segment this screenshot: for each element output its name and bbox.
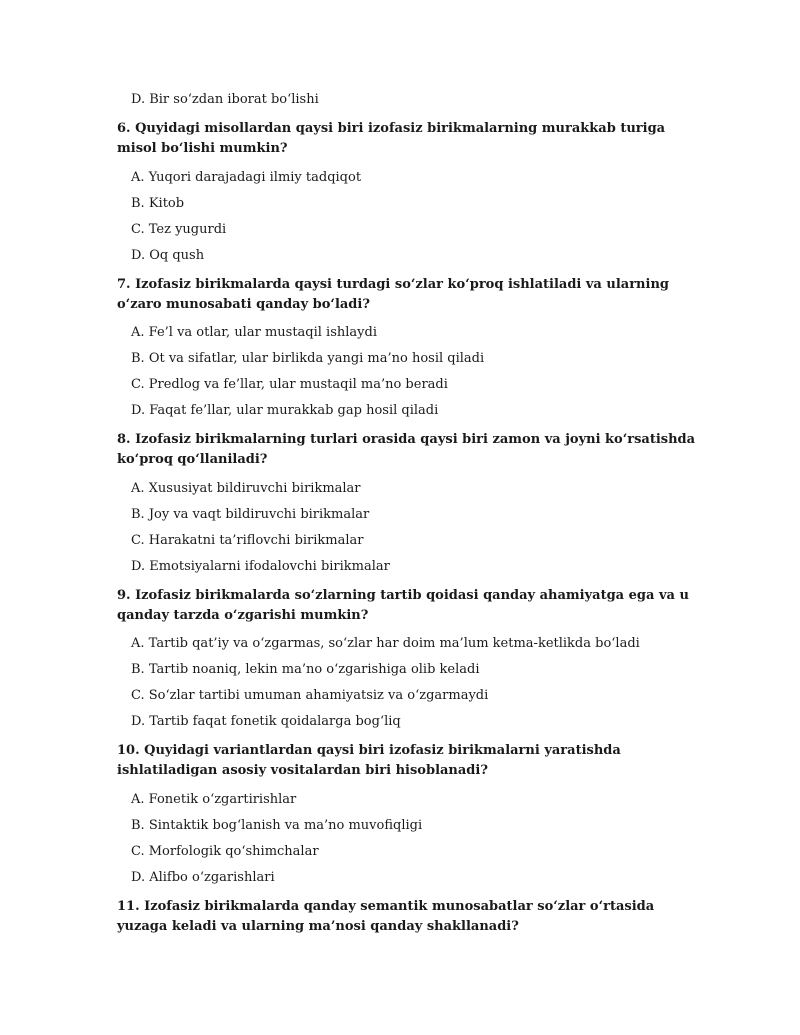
option-6-d: D. Oq qush bbox=[131, 248, 205, 263]
option-6-a: A. Yuqori darajadagi ilmiy tadqiqot bbox=[131, 170, 362, 185]
option-8-d: D. Emotsiyalarni ifodalovchi birikmalar bbox=[131, 559, 390, 574]
option-8-a: A. Xususiyat bildiruvchi birikmalar bbox=[131, 481, 361, 496]
option-5-d: D. Bir so‘zdan iborat bo‘lishi bbox=[131, 92, 319, 107]
question-10: 10. Quyidagi variantlardan qaysi biri izofasiz birikmalarni yaratishda ishlatiladigan asosiy vositalardan biri hisoblanadi? bbox=[117, 743, 621, 778]
option-6-c: C. Tez yugurdi bbox=[131, 222, 227, 237]
option-6-b: B. Kitob bbox=[131, 196, 185, 211]
option-9-a: A. Tartib qat’iy va o‘zgarmas, so‘zlar har doim ma’lum ketma-ketlikda bo‘ladi bbox=[131, 636, 640, 651]
question-8: 8. Izofasiz birikmalarning turlari orasida qaysi biri zamon va joyni ko‘rsatishda ko‘proq qo‘llaniladi? bbox=[117, 432, 696, 467]
option-8-b: B. Joy va vaqt bildiruvchi birikmalar bbox=[131, 507, 370, 522]
option-9-d: D. Tartib faqat fonetik qoidalarga bog‘liq bbox=[131, 714, 401, 729]
option-9-c: C. So‘zlar tartibi umuman ahamiyatsiz va o‘zgarmaydi bbox=[131, 688, 489, 703]
option-10-c: C. Morfologik qo‘shimchalar bbox=[131, 844, 319, 859]
option-8-c: C. Harakatni ta’riflovchi birikmalar bbox=[131, 533, 364, 548]
question-11: 11. Izofasiz birikmalarda qanday semantik munosabatlar so‘zlar o‘rtasida yuzaga keladi va ularning ma’nosi qanday shakllanadi? bbox=[117, 899, 655, 934]
question-9: 9. Izofasiz birikmalarda so‘zlarning tartib qoidasi qanday ahamiyatga ega va u qanday tarzda o‘zgarishi mumkin? bbox=[117, 588, 689, 623]
option-7-a: A. Fe’l va otlar, ular mustaqil ishlaydi bbox=[131, 325, 377, 340]
option-10-a: A. Fonetik o‘zgartirishlar bbox=[131, 792, 297, 807]
question-6: 6. Quyidagi misollardan qaysi biri izofasiz birikmalarning murakkab turiga misol bo‘lishi mumkin? bbox=[117, 121, 666, 156]
option-10-b: B. Sintaktik bog‘lanish va ma’no muvofiqligi bbox=[131, 818, 423, 833]
option-9-b: B. Tartib noaniq, lekin ma’no o‘zgarishiga olib keladi bbox=[131, 662, 480, 677]
option-10-d: D. Alifbo o‘zgarishlari bbox=[131, 870, 275, 885]
option-7-c: C. Predlog va fe’llar, ular mustaqil ma’no beradi bbox=[131, 377, 448, 392]
option-7-d: D. Faqat fe’llar, ular murakkab gap hosil qiladi bbox=[131, 403, 439, 418]
option-7-b: B. Ot va sifatlar, ular birlikda yangi ma’no hosil qiladi bbox=[131, 351, 485, 366]
question-7: 7. Izofasiz birikmalarda qaysi turdagi so‘zlar ko‘proq ishlatiladi va ularning o‘zaro munosabati qanday bo‘ladi? bbox=[117, 277, 669, 312]
